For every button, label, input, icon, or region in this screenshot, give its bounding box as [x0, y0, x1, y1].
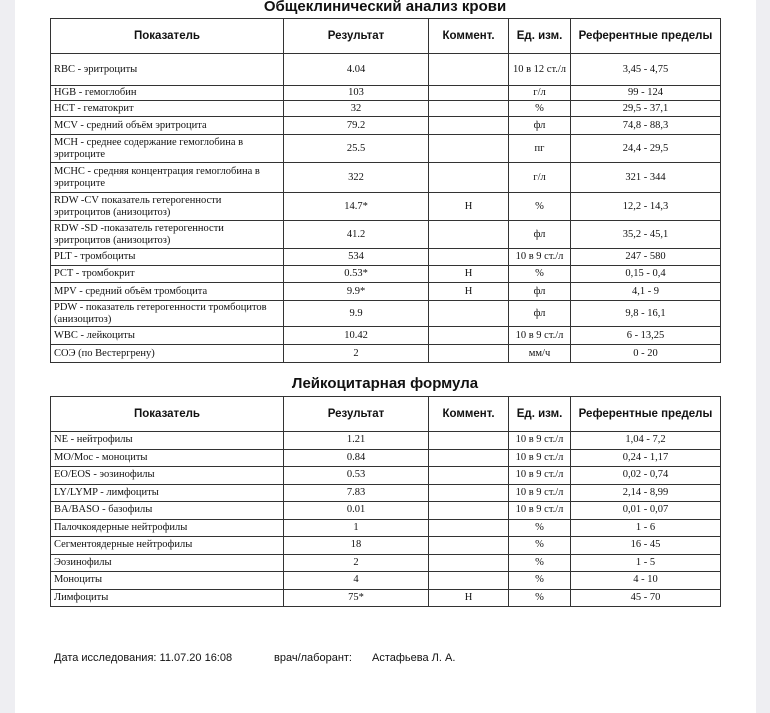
table-row — [51, 589, 721, 607]
unit-value: фл — [509, 283, 571, 301]
reference-range: 45 - 70 — [571, 589, 721, 607]
result-value: 9.9 — [284, 301, 429, 327]
unit-value: % — [509, 554, 571, 572]
indicator-name: Сегментоядерные нейтрофилы — [51, 537, 284, 555]
indicator-name: Моноциты — [51, 572, 284, 590]
comment-value — [429, 135, 509, 163]
comment-value — [429, 519, 509, 537]
indicator-name: WBC - лейкоциты — [51, 327, 284, 345]
unit-value: фл — [509, 221, 571, 249]
table-row — [51, 86, 721, 101]
unit-value: 10 в 9 ст./л — [509, 484, 571, 502]
reference-range: 4,1 - 9 — [571, 283, 721, 301]
unit-value: пг — [509, 135, 571, 163]
table-row — [51, 266, 721, 283]
result-value: 79.2 — [284, 117, 429, 135]
result-value: 25.5 — [284, 135, 429, 163]
unit-value: 10 в 9 ст./л — [509, 502, 571, 520]
unit-value: % — [509, 572, 571, 590]
reference-range: 24,4 - 29,5 — [571, 135, 721, 163]
indicator-name: MCV - средний объём эритроцита — [51, 117, 284, 135]
reference-range: 6 - 13,25 — [571, 327, 721, 345]
comment-value — [429, 572, 509, 590]
table-row — [51, 432, 721, 450]
table-row — [51, 54, 721, 86]
result-value: 18 — [284, 537, 429, 555]
indicator-name: HCT - гематокрит — [51, 101, 284, 117]
unit-value: % — [509, 193, 571, 221]
col-header-unit: Ед. изм. — [509, 19, 571, 54]
reference-range: 16 - 45 — [571, 537, 721, 555]
reference-range: 9,8 - 16,1 — [571, 301, 721, 327]
unit-value: 10 в 12 ст./л — [509, 54, 571, 86]
table-row — [51, 101, 721, 117]
unit-value: фл — [509, 301, 571, 327]
cbc-table — [50, 18, 721, 363]
unit-value: 10 в 9 ст./л — [509, 467, 571, 485]
reference-range: 4 - 10 — [571, 572, 721, 590]
table-row — [51, 135, 721, 163]
col-header-indicator: Показатель — [51, 19, 284, 54]
doctor-name: Астафьева Л. А. — [372, 652, 456, 664]
comment-value — [429, 249, 509, 266]
comment-value — [429, 163, 509, 193]
unit-value: % — [509, 519, 571, 537]
comment-value — [429, 345, 509, 363]
unit-value: г/л — [509, 163, 571, 193]
table-row — [51, 117, 721, 135]
table-row — [51, 554, 721, 572]
result-value: 4.04 — [284, 54, 429, 86]
reference-range: 247 - 580 — [571, 249, 721, 266]
unit-value: г/л — [509, 86, 571, 101]
indicator-name: MPV - средний объём тромбоцита — [51, 283, 284, 301]
reference-range: 0 - 20 — [571, 345, 721, 363]
cbc-title: Общеклинический анализ крови — [263, 0, 507, 15]
cbc-header-row — [51, 19, 721, 54]
comment-value — [429, 221, 509, 249]
col-header-reference: Референтные пределы — [571, 19, 721, 54]
comment-value: Н — [429, 283, 509, 301]
indicator-name: LY/LYMP - лимфоциты — [51, 484, 284, 502]
comment-value — [429, 467, 509, 485]
table-row — [51, 519, 721, 537]
indicator-name: RBC - эритроциты — [51, 54, 284, 86]
result-value: 7.83 — [284, 484, 429, 502]
table-row — [51, 484, 721, 502]
unit-value: фл — [509, 117, 571, 135]
result-value: 534 — [284, 249, 429, 266]
result-value: 103 — [284, 86, 429, 101]
reference-range: 35,2 - 45,1 — [571, 221, 721, 249]
indicator-name: PDW - показатель гетерогенности тромбоцитов (анизоцитоз) — [51, 301, 284, 327]
unit-value: % — [509, 266, 571, 283]
comment-value — [429, 432, 509, 450]
wbc-diff-title: Лейкоцитарная формула — [291, 375, 479, 392]
indicator-name: MCHC - средняя концентрация гемоглобина в эритроците — [51, 163, 284, 193]
col-header-result: Результат — [284, 19, 429, 54]
result-value: 41.2 — [284, 221, 429, 249]
unit-value: 10 в 9 ст./л — [509, 249, 571, 266]
indicator-name: RDW -SD -показатель гетерогенности эритроцитов (анизоцитоз) — [51, 221, 284, 249]
comment-value: Н — [429, 266, 509, 283]
table-row — [51, 163, 721, 193]
reference-range: 0,15 - 0,4 — [571, 266, 721, 283]
indicator-name: Лимфоциты — [51, 589, 284, 607]
col-header-comment: Коммент. — [429, 397, 509, 432]
reference-range: 0,02 - 0,74 — [571, 467, 721, 485]
comment-value — [429, 327, 509, 345]
result-value: 322 — [284, 163, 429, 193]
reference-range: 99 - 124 — [571, 86, 721, 101]
table-row — [51, 193, 721, 221]
indicator-name: PCT - тромбокрит — [51, 266, 284, 283]
reference-range: 1,04 - 7,2 — [571, 432, 721, 450]
table-row — [51, 572, 721, 590]
result-value: 0.53 — [284, 467, 429, 485]
result-value: 75* — [284, 589, 429, 607]
comment-value — [429, 101, 509, 117]
indicator-name: NE - нейтрофилы — [51, 432, 284, 450]
result-value: 1.21 — [284, 432, 429, 450]
comment-value: Н — [429, 589, 509, 607]
unit-value: 10 в 9 ст./л — [509, 432, 571, 450]
comment-value — [429, 301, 509, 327]
comment-value — [429, 86, 509, 101]
table-row — [51, 467, 721, 485]
comment-value — [429, 54, 509, 86]
result-value: 10.42 — [284, 327, 429, 345]
doctor-label: врач/лаборант: — [274, 652, 352, 664]
indicator-name: HGB - гемоглобин — [51, 86, 284, 101]
indicator-name: RDW -CV показатель гетерогенности эритроцитов (анизоцитоз) — [51, 193, 284, 221]
comment-value — [429, 537, 509, 555]
comment-value: Н — [429, 193, 509, 221]
col-header-unit: Ед. изм. — [509, 397, 571, 432]
study-date: Дата исследования: 11.07.20 16:08 — [54, 652, 233, 664]
indicator-name: BA/BASO - базофилы — [51, 502, 284, 520]
unit-value: % — [509, 537, 571, 555]
reference-range: 12,2 - 14,3 — [571, 193, 721, 221]
table-row — [51, 221, 721, 249]
indicator-name: СОЭ (по Вестергрену) — [51, 345, 284, 363]
unit-value: % — [509, 101, 571, 117]
reference-range: 1 - 5 — [571, 554, 721, 572]
result-value: 2 — [284, 345, 429, 363]
wbc-diff-table — [50, 396, 721, 607]
result-value: 4 — [284, 572, 429, 590]
reference-range: 29,5 - 37,1 — [571, 101, 721, 117]
result-value: 32 — [284, 101, 429, 117]
col-header-comment: Коммент. — [429, 19, 509, 54]
result-value: 0.53* — [284, 266, 429, 283]
result-value: 14.7* — [284, 193, 429, 221]
indicator-name: PLT - тромбоциты — [51, 249, 284, 266]
reference-range: 74,8 - 88,3 — [571, 117, 721, 135]
result-value: 1 — [284, 519, 429, 537]
comment-value — [429, 117, 509, 135]
table-row — [51, 327, 721, 345]
reference-range: 321 - 344 — [571, 163, 721, 193]
table-row — [51, 449, 721, 467]
result-value: 9.9* — [284, 283, 429, 301]
reference-range: 0,01 - 0,07 — [571, 502, 721, 520]
unit-value: 10 в 9 ст./л — [509, 327, 571, 345]
reference-range: 2,14 - 8,99 — [571, 484, 721, 502]
reference-range: 1 - 6 — [571, 519, 721, 537]
col-header-reference: Референтные пределы — [571, 397, 721, 432]
table-row — [51, 345, 721, 363]
indicator-name: Эозинофилы — [51, 554, 284, 572]
indicator-name: EO/EOS - эозинофилы — [51, 467, 284, 485]
unit-value: 10 в 9 ст./л — [509, 449, 571, 467]
table-row — [51, 283, 721, 301]
comment-value — [429, 502, 509, 520]
result-value: 0.01 — [284, 502, 429, 520]
comment-value — [429, 484, 509, 502]
result-value: 2 — [284, 554, 429, 572]
result-value: 0.84 — [284, 449, 429, 467]
unit-value: % — [509, 589, 571, 607]
reference-range: 0,24 - 1,17 — [571, 449, 721, 467]
indicator-name: MO/Moc - моноциты — [51, 449, 284, 467]
unit-value: мм/ч — [509, 345, 571, 363]
col-header-result: Результат — [284, 397, 429, 432]
indicator-name: MCH - среднее содержание гемоглобина в эритроците — [51, 135, 284, 163]
indicator-name: Палочкоядерные нейтрофилы — [51, 519, 284, 537]
comment-value — [429, 449, 509, 467]
table-row — [51, 502, 721, 520]
table-row — [51, 301, 721, 327]
col-header-indicator: Показатель — [51, 397, 284, 432]
reference-range: 3,45 - 4,75 — [571, 54, 721, 86]
wbc-diff-header-row — [51, 397, 721, 432]
table-row — [51, 537, 721, 555]
table-row — [51, 249, 721, 266]
comment-value — [429, 554, 509, 572]
